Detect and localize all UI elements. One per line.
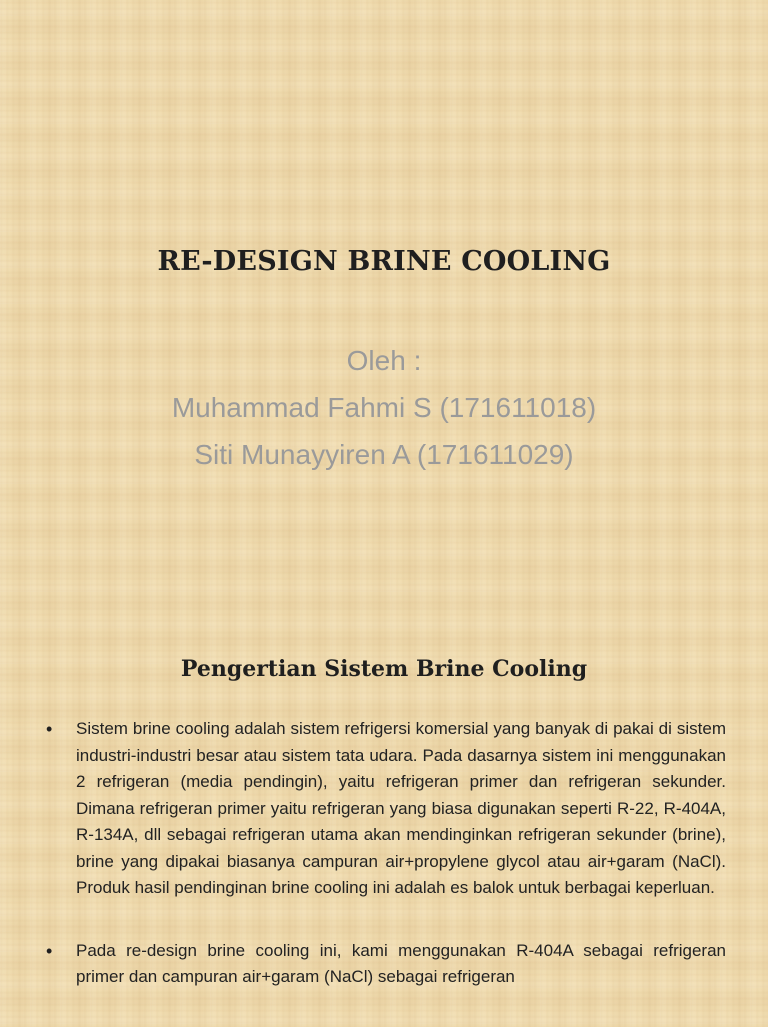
content-slide (0, 596, 768, 1024)
bullet-list (46, 716, 726, 1027)
slide-subtitle (0, 337, 768, 478)
bullet-marker: • (46, 719, 53, 739)
bullet-text: Pada re-design brine cooling ini, kami menggunakan R-404A sebagai refrigeran primer dan campuran air+garam (NaCl) sebagai refrigeran (76, 940, 726, 986)
slide-title: RE-DESIGN BRINE COOLING (157, 246, 611, 278)
bullet-item (46, 938, 726, 991)
bullet-text: Sistem brine cooling adalah sistem refrigersi komersial yang banyak di pakai di sistem industri-industri besar atau sistem tata udara. Pada dasarnya sistem ini menggunakan 2 refrigeran (media pendingin), yaitu refrigeran primer dan refrigeran sekunder. Dimana refrigeran primer yaitu refrigeran yang biasa digunakan seperti R-22, R-404A, R-134A, dll sebagai refrigeran utama akan mendinginkan refrigeran sekunder (brine), brine yang dipakai biasanya campuran air+propylene glycol atau air+garam (NaCl). Produk hasil pendinginan brine cooling ini adalah es balok untuk berbagai keperluan. (76, 719, 726, 897)
subtitle-line-oleh: Oleh : (346, 345, 422, 376)
section-title: Pengertian Sistem Brine Cooling (180, 656, 588, 683)
bullet-marker: • (46, 940, 53, 961)
subtitle-line-author-1: Muhammad Fahmi S (171611018) (171, 392, 597, 423)
bullet-item (46, 716, 726, 902)
subtitle-line-author-2: Siti Munayyiren A (171611029) (194, 439, 574, 470)
